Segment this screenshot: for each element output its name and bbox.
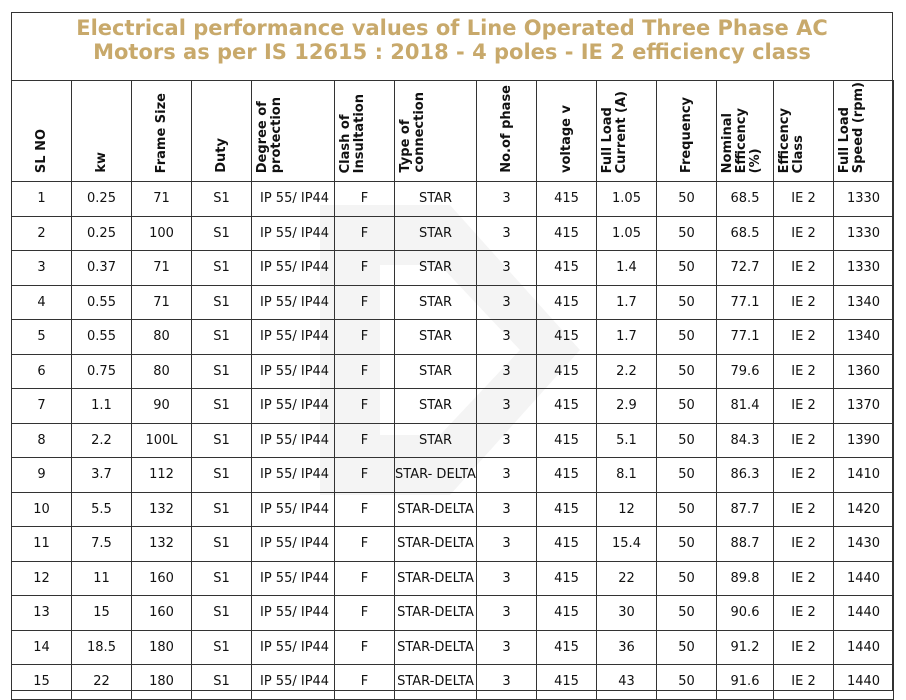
table-cell: 3 xyxy=(477,251,537,286)
table-cell: 415 xyxy=(537,492,597,527)
table-cell: 50 xyxy=(657,527,717,562)
table-cell: 415 xyxy=(537,423,597,458)
table-cell: 91.6 xyxy=(717,665,774,700)
table-cell: 415 xyxy=(537,285,597,320)
table-cell: F xyxy=(335,251,395,286)
table-cell: STAR xyxy=(395,182,477,217)
table-cell: 79.6 xyxy=(717,354,774,389)
table-cell: 160 xyxy=(132,561,192,596)
table-cell: 0.75 xyxy=(72,354,132,389)
table-cell: 3 xyxy=(477,665,537,700)
table-cell: S1 xyxy=(192,527,252,562)
table-cell: F xyxy=(335,285,395,320)
table-cell: 68.5 xyxy=(717,216,774,251)
table-row xyxy=(12,423,894,458)
table-cell: 0.55 xyxy=(72,285,132,320)
table-cell: F xyxy=(335,492,395,527)
table-cell: 415 xyxy=(537,596,597,631)
table-cell: 50 xyxy=(657,561,717,596)
table-cell: 1370 xyxy=(834,389,894,424)
col-header-connection-type: Type of connection xyxy=(395,81,477,182)
table-row xyxy=(12,320,894,355)
table-cell: 50 xyxy=(657,216,717,251)
table-cell: 180 xyxy=(132,630,192,665)
table-cell: 22 xyxy=(597,561,657,596)
table-cell: F xyxy=(335,596,395,631)
table-cell: 7 xyxy=(12,389,72,424)
table-cell: 90.6 xyxy=(717,596,774,631)
table-cell: IE 2 xyxy=(774,320,834,355)
table-cell: 50 xyxy=(657,458,717,493)
table-cell: 132 xyxy=(132,492,192,527)
motor-performance-table xyxy=(11,80,894,700)
table-cell: 7.5 xyxy=(72,527,132,562)
table-cell: IE 2 xyxy=(774,354,834,389)
table-cell: 1390 xyxy=(834,423,894,458)
table-cell: 50 xyxy=(657,251,717,286)
table-cell: 43 xyxy=(597,665,657,700)
table-cell: 80 xyxy=(132,320,192,355)
table-row xyxy=(12,630,894,665)
table-cell: S1 xyxy=(192,665,252,700)
table-cell: 9 xyxy=(12,458,72,493)
table-row xyxy=(12,665,894,700)
table-row xyxy=(12,527,894,562)
col-header-frame-size: Frame Size xyxy=(132,81,192,182)
table-cell: 1330 xyxy=(834,251,894,286)
col-header-efficiency-class: Efficency Class xyxy=(774,81,834,182)
table-cell: 77.1 xyxy=(717,320,774,355)
table-cell: IE 2 xyxy=(774,216,834,251)
table-cell: 72.7 xyxy=(717,251,774,286)
table-cell: 100L xyxy=(132,423,192,458)
table-cell: 50 xyxy=(657,389,717,424)
table-cell: 1.4 xyxy=(597,251,657,286)
table-cell: 89.8 xyxy=(717,561,774,596)
table-cell: 3 xyxy=(477,596,537,631)
table-cell: F xyxy=(335,458,395,493)
table-cell: S1 xyxy=(192,285,252,320)
table-cell: 22 xyxy=(72,665,132,700)
table-cell: 50 xyxy=(657,423,717,458)
table-cell: S1 xyxy=(192,596,252,631)
table-cell: IE 2 xyxy=(774,251,834,286)
table-row xyxy=(12,182,894,217)
table-cell: 0.25 xyxy=(72,182,132,217)
table-cell: 3 xyxy=(477,423,537,458)
table-cell: 5 xyxy=(12,320,72,355)
table-row xyxy=(12,251,894,286)
table-cell: 15 xyxy=(12,665,72,700)
table-cell: 91.2 xyxy=(717,630,774,665)
table-cell: F xyxy=(335,527,395,562)
table-cell: 1440 xyxy=(834,630,894,665)
table-cell: IP 55/ IP44 xyxy=(252,320,335,355)
table-cell: 1.7 xyxy=(597,320,657,355)
table-cell: 90 xyxy=(132,389,192,424)
table-cell: STAR-DELTA xyxy=(395,665,477,700)
table-cell: 18.5 xyxy=(72,630,132,665)
table-cell: 3 xyxy=(477,285,537,320)
table-cell: 0.55 xyxy=(72,320,132,355)
table-cell: 8 xyxy=(12,423,72,458)
table-cell: 112 xyxy=(132,458,192,493)
table-cell: 1330 xyxy=(834,216,894,251)
table-cell: 1330 xyxy=(834,182,894,217)
table-cell: 68.5 xyxy=(717,182,774,217)
table-cell: S1 xyxy=(192,251,252,286)
col-header-insulation-class: Clash of Insultation xyxy=(335,81,395,182)
table-cell: 3 xyxy=(477,458,537,493)
table-cell: 12 xyxy=(597,492,657,527)
col-header-frequency: Frequency xyxy=(657,81,717,182)
table-cell: IP 55/ IP44 xyxy=(252,596,335,631)
table-cell: IE 2 xyxy=(774,423,834,458)
table-cell: STAR-DELTA xyxy=(395,561,477,596)
table-cell: 84.3 xyxy=(717,423,774,458)
col-header-duty: Duty xyxy=(192,81,252,182)
table-cell: 1440 xyxy=(834,596,894,631)
table-cell: IP 55/ IP44 xyxy=(252,492,335,527)
table-cell: IP 55/ IP44 xyxy=(252,354,335,389)
table-cell: 2.9 xyxy=(597,389,657,424)
table-cell: 415 xyxy=(537,527,597,562)
table-cell: F xyxy=(335,423,395,458)
table-cell: STAR xyxy=(395,320,477,355)
table-cell: IP 55/ IP44 xyxy=(252,216,335,251)
table-cell: S1 xyxy=(192,561,252,596)
table-cell: IP 55/ IP44 xyxy=(252,458,335,493)
col-header-voltage: voltage v xyxy=(537,81,597,182)
table-cell: STAR-DELTA xyxy=(395,596,477,631)
table-cell: 2.2 xyxy=(597,354,657,389)
table-cell: IP 55/ IP44 xyxy=(252,561,335,596)
title-line-2: Motors as per IS 12615 : 2018 - 4 poles - IE 2 efficiency class xyxy=(93,40,811,64)
table-cell: S1 xyxy=(192,630,252,665)
table-cell: 415 xyxy=(537,389,597,424)
table-cell: S1 xyxy=(192,216,252,251)
table-cell: IE 2 xyxy=(774,492,834,527)
col-header-nominal-efficiency: Nominal Efficency (%) xyxy=(717,81,774,182)
table-cell: 86.3 xyxy=(717,458,774,493)
table-cell: 2.2 xyxy=(72,423,132,458)
table-cell: STAR-DELTA xyxy=(395,630,477,665)
table-cell: IE 2 xyxy=(774,182,834,217)
col-header-degree-of-protection: Degree of protection xyxy=(252,81,335,182)
table-cell: 77.1 xyxy=(717,285,774,320)
table-cell: STAR xyxy=(395,354,477,389)
table-cell: S1 xyxy=(192,492,252,527)
table-cell: IE 2 xyxy=(774,458,834,493)
table-row xyxy=(12,285,894,320)
table-cell: STAR-DELTA xyxy=(395,492,477,527)
table-cell: 4 xyxy=(12,285,72,320)
table-cell: STAR xyxy=(395,216,477,251)
table-cell: 3 xyxy=(477,389,537,424)
table-cell: 1410 xyxy=(834,458,894,493)
col-header-sl-no: SL NO xyxy=(12,81,72,182)
col-header-full-load-current: Full Load Current (A) xyxy=(597,81,657,182)
table-cell: F xyxy=(335,320,395,355)
table-cell: 3 xyxy=(12,251,72,286)
table-cell: F xyxy=(335,216,395,251)
col-header-kw: kw xyxy=(72,81,132,182)
table-cell: IE 2 xyxy=(774,285,834,320)
table-cell: IE 2 xyxy=(774,596,834,631)
table-cell: IP 55/ IP44 xyxy=(252,665,335,700)
table-cell: 3 xyxy=(477,354,537,389)
table-cell: 415 xyxy=(537,630,597,665)
table-cell: 50 xyxy=(657,182,717,217)
table-cell: STAR xyxy=(395,423,477,458)
table-cell: 180 xyxy=(132,665,192,700)
table-cell: 1430 xyxy=(834,527,894,562)
table-cell: IP 55/ IP44 xyxy=(252,389,335,424)
table-cell: 5.5 xyxy=(72,492,132,527)
table-cell: S1 xyxy=(192,423,252,458)
table-cell: 1440 xyxy=(834,561,894,596)
table-cell: 0.37 xyxy=(72,251,132,286)
table-cell: IP 55/ IP44 xyxy=(252,423,335,458)
table-cell: 415 xyxy=(537,251,597,286)
table-cell: 87.7 xyxy=(717,492,774,527)
col-header-no-of-phase: No.of phase xyxy=(477,81,537,182)
table-cell: 3 xyxy=(477,527,537,562)
table-row xyxy=(12,492,894,527)
table-cell: IP 55/ IP44 xyxy=(252,251,335,286)
table-cell: 3 xyxy=(477,492,537,527)
table-cell: 50 xyxy=(657,665,717,700)
table-cell: 132 xyxy=(132,527,192,562)
table-cell: IE 2 xyxy=(774,630,834,665)
table-cell: 415 xyxy=(537,354,597,389)
table-cell: STAR- DELTA xyxy=(395,458,477,493)
table-cell: S1 xyxy=(192,389,252,424)
table-cell: 11 xyxy=(72,561,132,596)
table-cell: 100 xyxy=(132,216,192,251)
table-cell: 1.1 xyxy=(72,389,132,424)
table-row xyxy=(12,354,894,389)
table-cell: IP 55/ IP44 xyxy=(252,630,335,665)
table-cell: 50 xyxy=(657,630,717,665)
table-cell: IP 55/ IP44 xyxy=(252,285,335,320)
table-cell: 1340 xyxy=(834,285,894,320)
table-cell: S1 xyxy=(192,354,252,389)
table-cell: IP 55/ IP44 xyxy=(252,527,335,562)
table-cell: 3 xyxy=(477,182,537,217)
table-row xyxy=(12,596,894,631)
table-cell: 415 xyxy=(537,182,597,217)
table-cell: 415 xyxy=(537,561,597,596)
table-cell: 12 xyxy=(12,561,72,596)
table-cell: 5.1 xyxy=(597,423,657,458)
table-cell: 3 xyxy=(477,630,537,665)
table-cell: 71 xyxy=(132,285,192,320)
table-cell: IE 2 xyxy=(774,665,834,700)
table-cell: 15 xyxy=(72,596,132,631)
table-cell: 160 xyxy=(132,596,192,631)
table-cell: 14 xyxy=(12,630,72,665)
table-cell: 10 xyxy=(12,492,72,527)
table-cell: 1.05 xyxy=(597,182,657,217)
table-cell: IE 2 xyxy=(774,561,834,596)
table-cell: 50 xyxy=(657,354,717,389)
table-cell: 81.4 xyxy=(717,389,774,424)
table-cell: 1340 xyxy=(834,320,894,355)
table-cell: STAR xyxy=(395,389,477,424)
table-cell: STAR xyxy=(395,285,477,320)
table-cell: STAR-DELTA xyxy=(395,527,477,562)
table-cell: 3.7 xyxy=(72,458,132,493)
table-cell: S1 xyxy=(192,320,252,355)
table-cell: S1 xyxy=(192,182,252,217)
table-cell: 36 xyxy=(597,630,657,665)
table-cell: STAR xyxy=(395,251,477,286)
table-cell: 15.4 xyxy=(597,527,657,562)
table-cell: 3 xyxy=(477,320,537,355)
table-cell: F xyxy=(335,354,395,389)
table-cell: F xyxy=(335,561,395,596)
page-title xyxy=(11,16,893,64)
table-cell: 50 xyxy=(657,492,717,527)
table-cell: 50 xyxy=(657,320,717,355)
table-cell: IE 2 xyxy=(774,527,834,562)
table-cell: 3 xyxy=(477,216,537,251)
table-cell: F xyxy=(335,389,395,424)
table-cell: 11 xyxy=(12,527,72,562)
title-line-1: Electrical performance values of Line Operated Three Phase AC xyxy=(76,16,828,40)
table-cell: 0.25 xyxy=(72,216,132,251)
table-cell: 6 xyxy=(12,354,72,389)
col-header-full-load-speed: Full Load Speed (rpm) xyxy=(834,81,894,182)
table-cell: 80 xyxy=(132,354,192,389)
table-cell: 50 xyxy=(657,285,717,320)
table-row xyxy=(12,561,894,596)
table-cell: 1360 xyxy=(834,354,894,389)
table-cell: 13 xyxy=(12,596,72,631)
table-row xyxy=(12,458,894,493)
table-row xyxy=(12,389,894,424)
table-cell: 1.7 xyxy=(597,285,657,320)
table-cell: 88.7 xyxy=(717,527,774,562)
table-cell: 1.05 xyxy=(597,216,657,251)
table-cell: F xyxy=(335,182,395,217)
header-row xyxy=(12,81,894,182)
table-cell: F xyxy=(335,630,395,665)
table-cell: 1 xyxy=(12,182,72,217)
table-cell: IP 55/ IP44 xyxy=(252,182,335,217)
table-cell: 415 xyxy=(537,458,597,493)
table-cell: 1440 xyxy=(834,665,894,700)
table-cell: 71 xyxy=(132,182,192,217)
table-cell: 1420 xyxy=(834,492,894,527)
table-cell: 2 xyxy=(12,216,72,251)
table-cell: 415 xyxy=(537,665,597,700)
table-cell: IE 2 xyxy=(774,389,834,424)
table-cell: 8.1 xyxy=(597,458,657,493)
table-cell: 415 xyxy=(537,320,597,355)
table-cell: 50 xyxy=(657,596,717,631)
table-row xyxy=(12,216,894,251)
table-cell: S1 xyxy=(192,458,252,493)
table-cell: 415 xyxy=(537,216,597,251)
table-cell: F xyxy=(335,665,395,700)
table-cell: 30 xyxy=(597,596,657,631)
table-cell: 3 xyxy=(477,561,537,596)
table-cell: 71 xyxy=(132,251,192,286)
